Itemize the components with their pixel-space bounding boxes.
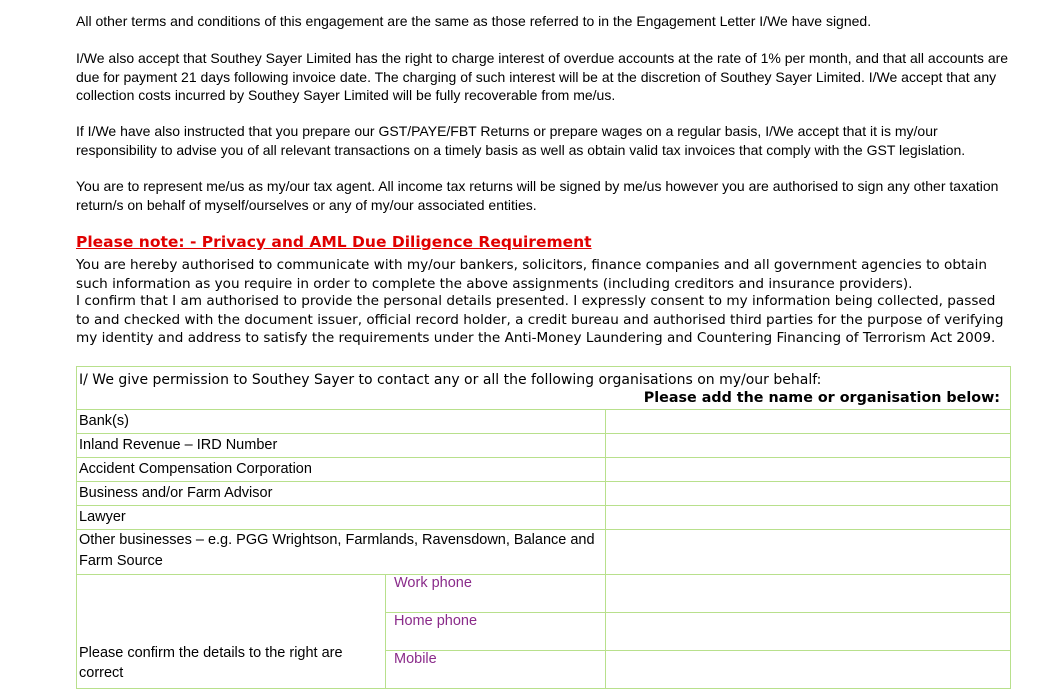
home-phone-label: Home phone [386, 613, 606, 651]
permission-text: I/ We give permission to Southey Sayer to contact any or all the following organisations on my/our behalf: [79, 372, 822, 388]
bank-input[interactable] [606, 410, 1011, 434]
org-label-lawyer: Lawyer [77, 506, 606, 530]
mobile-label: Mobile [386, 651, 606, 689]
other-businesses-input[interactable] [606, 530, 1011, 575]
gst-paragraph: If I/We have also instructed that you prepare our GST/PAYE/FBT Returns or prepare wages on a regular basis, I/We accept that it is my/our responsibility to advise you of all relevant transactions on a timely basis as well as obtain valid tax invoices that comply with the GST legislation. [76, 123, 966, 158]
authorisation-table [76, 366, 1011, 689]
lawyer-input[interactable] [606, 506, 1011, 530]
org-label-ird: Inland Revenue – IRD Number [77, 434, 606, 458]
org-label-bank: Bank(s) [77, 410, 606, 434]
org-label-other-businesses: Other businesses – e.g. PGG Wrightson, Farmlands, Ravensdown, Balance and Farm Source [77, 530, 606, 575]
acc-input[interactable] [606, 458, 1011, 482]
privacy-heading: Please note: - Privacy and AML Due Diligence Requirement [76, 233, 592, 251]
table-row [77, 482, 1011, 506]
terms-paragraph: All other terms and conditions of this engagement are the same as those referred to in the Engagement Letter I/We have signed. [76, 13, 872, 29]
table-row [77, 458, 1011, 482]
home-phone-input[interactable] [606, 613, 1011, 651]
work-phone-input[interactable] [606, 575, 1011, 613]
table-row [77, 575, 1011, 613]
privacy-paragraph-2: I confirm that I am authorised to provide the personal details presented. I expressly consent to my information being collected, passed to and checked with the document issuer, official record holder, a credit bureau and authorised third parties for the purpose of verifying my identity and address to satisfy the requirements under the Anti-Money Laundering and Countering Financing of Terrorism Act 2009. [76, 293, 1004, 346]
table-row [77, 434, 1011, 458]
ird-input[interactable] [606, 434, 1011, 458]
table-row [77, 506, 1011, 530]
work-phone-label: Work phone [386, 575, 606, 613]
table-header-row [77, 367, 1011, 410]
table-row [77, 530, 1011, 575]
interest-paragraph: I/We also accept that Southey Sayer Limited has the right to charge interest of overdue accounts at the rate of 1% per month, and that all accounts are due for payment 21 days following invoice date. The charging of such interest will be at the discretion of Southey Sayer Limited. I/We accept that any collection costs incurred by Southey Sayer Limited will be fully recoverable from me/us. [76, 50, 1009, 103]
mobile-input[interactable] [606, 651, 1011, 689]
org-label-acc: Accident Compensation Corporation [77, 458, 606, 482]
instruction-text: Please add the name or organisation below: [643, 390, 1000, 406]
confirm-details-text: Please confirm the details to the right are correct [77, 575, 386, 689]
tax-agent-paragraph: You are to represent me/us as my/our tax agent. All income tax returns will be signed by me/us however you are authorised to sign any other taxation return/s on behalf of myself/ourselves or any of my/our associated entities. [76, 178, 999, 213]
advisor-input[interactable] [606, 482, 1011, 506]
org-label-advisor: Business and/or Farm Advisor [77, 482, 606, 506]
privacy-paragraph-1: You are hereby authorised to communicate with my/our bankers, solicitors, finance companies and all government agencies to obtain such information as you require in order to complete the above assignments (including creditors and insurance providers). [76, 257, 988, 292]
table-row [77, 410, 1011, 434]
